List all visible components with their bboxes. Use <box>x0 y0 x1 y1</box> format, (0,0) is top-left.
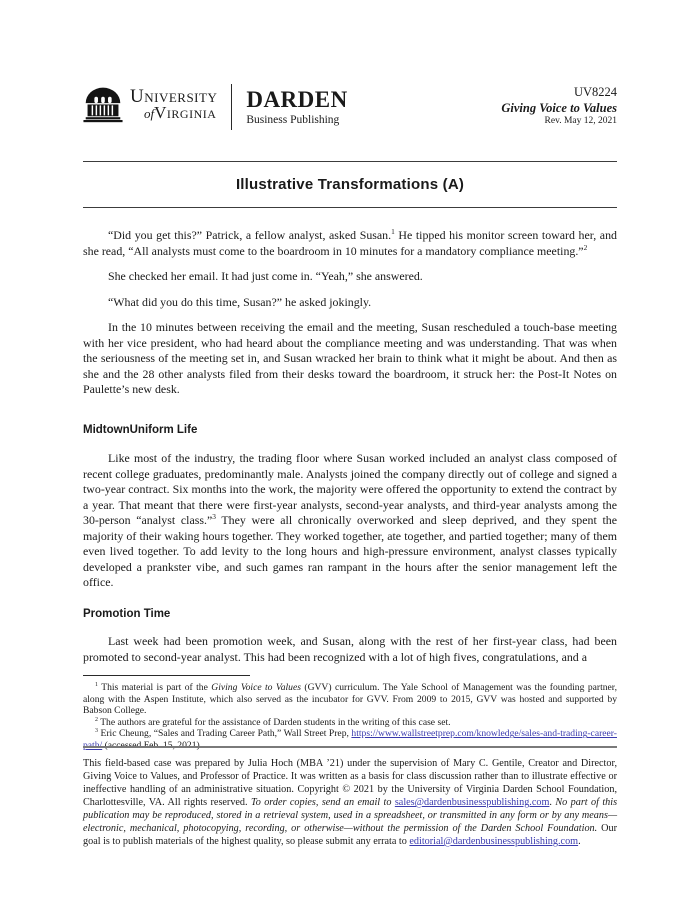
revision-date: Rev. May 12, 2021 <box>544 116 617 127</box>
footnotes <box>83 675 617 752</box>
section-paragraph: Last week had been promotion week, and Susan, along with the rest of her first-year class, had been promoted to second-year analyst. This had been recognized with a lot of high fives, congratulations, and a <box>83 634 617 664</box>
page-title: Illustrative Transformations (A) <box>235 176 465 193</box>
section-heading-midtownuniform-life: MidtownUniform Life <box>83 424 198 436</box>
footnote-2: $^2$ The authors are grateful for the assistance of Darden students in the writing of this case set. <box>95 716 451 728</box>
section-paragraph: Like most of the industry, the trading floor where Susan worked included an analyst class composed of recent college graduates, predominantly male. Analysts joined the company directly out of college and signed a two-year contract. Six months into the work, the majority were offered the opportunity to extend the contract by a year. That meant that there were first-year analysts, second-year analysts, and third-year analysts among the 30-person “analyst class.”$^3$ They were all chronically overworked and sleep deprived, and they spent the majority of their waking hours together. They worked together, ate together, and partied together; many of them even lived together. To add levity to the long hours and high-pressure environment, analyst classes typically developed a prankster vibe, and such games ran rampant in the hours after the senior management left the office. <box>83 451 617 589</box>
intro-paragraph: “What did you do this time, Susan?” he asked jokingly. <box>108 294 372 309</box>
legal-block <box>83 746 617 848</box>
virginia-text: Virginia <box>154 103 217 122</box>
darden-wordmark: DARDEN <box>246 87 348 112</box>
section-midtownuniform-life <box>83 451 617 601</box>
section-heading-promotion-time: Promotion Time <box>83 608 171 620</box>
intro-section <box>83 228 617 408</box>
series-title: Giving Voice to Values <box>501 100 617 115</box>
intro-paragraph: In the 10 minutes between receiving the email and the meeting, Susan rescheduled a touch-base meeting with her vice president, who had heard about the compliance meeting and was understanding. That was when the seriousness of the meeting set in, and Susan wracked her brain to think what it might be about. And then as she and the 28 other analysts filed from their desks toward the boardroom, it struck her: the Post-It Notes on Paulette’s new desk. <box>83 320 617 396</box>
university-text: University <box>130 86 218 107</box>
darden-logo <box>231 84 347 130</box>
footnote-1: $^1$ This material is part of the Giving Voice to Values (GVV) curriculum. The Yale School of Management was the founding partner, along with the Aspen Institute, which also served as the incubator for GVV. From 2009 to 2015, GVV was hosted and supported by Babson College. <box>83 681 617 717</box>
copyright-text: This field-based case was prepared by Julia Hoch (MBA ’21) under the supervision of Mary C. Gentile, Creator and Director, Giving Voice to Values, and Professor of Practice. It was written as a basis for class discussion rather than to illustrate effective or ineffective handling of an administrative situation. Copyright © 2021 by the University of Virginia Darden School Foundation, Charlottesville, VA. All rights reserved. To order copies, send an email to sales@dardenbusinesspublishing.com. No part of this publication may be reproduced, stored in a retrieval system, used in a spreadsheet, or transmitted in any form or by any means—electronic, mechanical, photocopying, recording, or otherwise—without the permission of the Darden School Foundation. Our goal is to publish materials of the highest quality, so please submit any errata to editorial@dardenbusinesspublishing.com. <box>83 758 618 847</box>
footnote-separator <box>83 675 250 676</box>
doc-meta <box>501 84 617 128</box>
doc-code: UV8224 <box>573 85 617 99</box>
darden-subtitle: Business Publishing <box>246 114 340 126</box>
intro-paragraph: She checked her email. It had just come in. “Yeah,” she answered. <box>108 269 423 283</box>
uva-wordmark <box>130 87 217 121</box>
footnote-3: $^3$ Eric Cheung, “Sales and Trading Career Path,” Wall Street Prep, https://www.wallstreetprep.com/knowledge/sales-and-trading-career-path/ (accessed Feb. 15, 2021). <box>83 728 617 751</box>
rotunda-icon <box>83 84 123 124</box>
intro-paragraph: “Did you get this?” Patrick, a fellow analyst, asked Susan.$^1$ He tipped his monitor screen toward her, and she read, “All analysts must come to the boardroom in 10 minutes for a mandatory compliance meeting.”$^2$ <box>83 227 617 258</box>
hyperlink[interactable]: editorial@dardenbusinesspublishing.com <box>409 836 579 847</box>
uva-logo <box>83 84 217 124</box>
section-promotion-time <box>83 634 617 675</box>
title-band <box>83 161 617 208</box>
hyperlink[interactable]: https://www.wallstreetprep.com/knowledge/sales-and-trading-career-path/ <box>83 728 617 751</box>
hyperlink[interactable]: sales@dardenbusinesspublishing.com <box>394 797 550 808</box>
page-header <box>83 84 617 130</box>
of-text: of <box>144 106 155 121</box>
